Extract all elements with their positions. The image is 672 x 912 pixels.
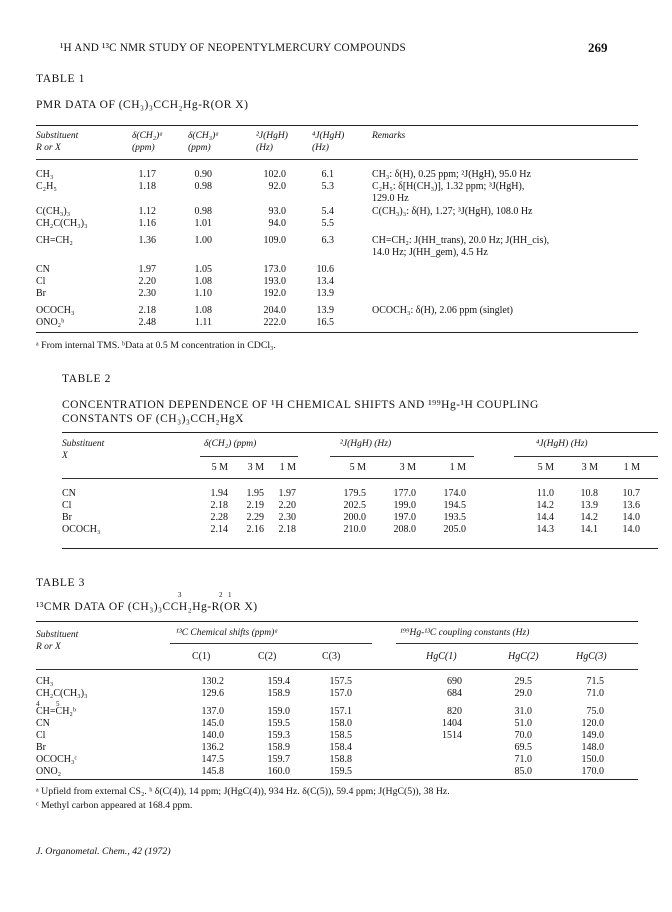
t3-cell-value: 160.0 <box>267 766 290 777</box>
t3-cell-value: 149.0 <box>581 730 604 741</box>
t1-cell-substituent: CH₃ <box>36 169 54 180</box>
t1-cell-j4: 13.9 <box>316 288 334 299</box>
t3-cell-value: 51.0 <box>514 718 532 729</box>
t1-h-remarks: Remarks <box>372 131 406 141</box>
t2-cell-substituent: CN <box>62 488 76 499</box>
t2-cell-value: 2.28 <box>210 512 228 523</box>
t3-cell-value: 71.0 <box>514 754 532 765</box>
t1-h-rorx: R or X <box>36 143 61 153</box>
t1-remark: OCOCH₃: δ(H), 2.06 ppm (singlet) <box>372 305 513 316</box>
t1-cell-dch3: 1.05 <box>194 264 212 275</box>
t1-cell-dch3: 1.11 <box>194 317 212 328</box>
t3-cell-value: 136.2 <box>201 742 224 753</box>
t1-cell-substituent: OCOCH₃ <box>36 305 75 316</box>
t1-cell-dch2: 2.18 <box>138 305 156 316</box>
t2-cell-value: 2.14 <box>210 524 228 535</box>
t1-cell-dch3: 0.98 <box>194 181 212 192</box>
t1-cell-j4: 10.6 <box>316 264 334 275</box>
t1-cell-dch3: 1.08 <box>194 276 212 287</box>
t2-cell-value: 10.7 <box>622 488 640 499</box>
t2-cell-value: 14.1 <box>580 524 598 535</box>
t3-cell-value: 129.6 <box>201 688 224 699</box>
t2-cell-value: 200.0 <box>343 512 366 523</box>
t2-cell-value: 205.0 <box>443 524 466 535</box>
t3-cell-value: 120.0 <box>581 718 604 729</box>
t2-h-conc: 3 M <box>247 462 264 473</box>
t2-h-conc: 1 M <box>449 462 466 473</box>
t3-cell-value: 159.7 <box>267 754 290 765</box>
t2-cell-substituent: OCOCH₃ <box>62 524 101 535</box>
t2-h-conc: 5 M <box>537 462 554 473</box>
t2-cell-value: 194.5 <box>443 500 466 511</box>
table2-bottom-rule <box>62 548 658 549</box>
t2-cell-value: 2.29 <box>246 512 264 523</box>
t3-cell-value: 158.0 <box>329 718 352 729</box>
t1-cell-j2: 173.0 <box>263 264 286 275</box>
t3-cell-substituent: ONO₂ <box>36 766 62 777</box>
table1-footnote: ᵃ From internal TMS. ᵇData at 0.5 M concentration in CDCl₃. <box>36 340 276 351</box>
t3-cell-substituent: Br <box>36 742 46 753</box>
t1-cell-j4: 16.5 <box>316 317 334 328</box>
t3-h-couplings: ¹⁹⁹Hg-¹³C coupling constants (Hz) <box>400 628 530 638</box>
t1-cell-substituent: C(CH₃)₃ <box>36 206 71 217</box>
t3-cell-value: 159.0 <box>267 706 290 717</box>
t2-cell-value: 199.0 <box>393 500 416 511</box>
t1-remark: 14.0 Hz; J(HH_gem), 4.5 Hz <box>372 247 488 258</box>
t1-cell-dch3: 1.00 <box>194 235 212 246</box>
t1-cell-substituent: CH₂C(CH₃)₃ <box>36 218 88 229</box>
t2-cell-value: 1.95 <box>246 488 264 499</box>
t2-cell-value: 14.2 <box>580 512 598 523</box>
t3-cell-value: 140.0 <box>201 730 224 741</box>
t1-cell-substituent: ONO₂ᵇ <box>36 317 65 328</box>
table3-label: TABLE 3 <box>36 577 85 589</box>
t1-cell-substituent: CN <box>36 264 50 275</box>
t3-cell-value: 85.0 <box>514 766 532 777</box>
t1-remark: C(CH₃)₃: δ(H), 1.27; ³J(HgH), 108.0 Hz <box>372 206 533 217</box>
t1-remark: CH₃: δ(H), 0.25 ppm; ²J(HgH), 95.0 Hz <box>372 169 531 180</box>
t3-cell-value: 29.0 <box>514 688 532 699</box>
t3-cell-value: 159.5 <box>329 766 352 777</box>
t3-h-col: HgC(1) <box>426 651 457 662</box>
t2-cell-value: 1.97 <box>278 488 296 499</box>
t1-h-hz2: (Hz) <box>312 143 329 153</box>
t2-cell-value: 2.30 <box>278 512 296 523</box>
t1-cell-j2: 93.0 <box>268 206 286 217</box>
t3-cell-substituent: CH₂C(CH₃)₃ <box>36 688 88 699</box>
t2-cell-value: 202.5 <box>343 500 366 511</box>
t3-cell-substituent: OCOCH₃ᶜ <box>36 754 78 765</box>
t2-cell-value: 13.6 <box>622 500 640 511</box>
t1-cell-dch2: 2.20 <box>138 276 156 287</box>
t1-cell-dch2: 1.17 <box>138 169 156 180</box>
t3-h-rorx: R or X <box>36 642 61 652</box>
t1-cell-j4: 5.4 <box>321 206 334 217</box>
t3-cell-substituent: Cl <box>36 730 46 741</box>
t2-cell-value: 13.9 <box>580 500 598 511</box>
t3-cell-value: 75.0 <box>586 706 604 717</box>
t3-cell-value: 159.4 <box>267 676 290 687</box>
t2-cell-value: 197.0 <box>393 512 416 523</box>
t1-cell-dch2: 2.48 <box>138 317 156 328</box>
t2-cell-value: 14.2 <box>536 500 554 511</box>
t2-cell-value: 208.0 <box>393 524 416 535</box>
journal-citation: J. Organometal. Chem., 42 (1972) <box>36 846 171 857</box>
table2-title-line1: CONCENTRATION DEPENDENCE OF ¹H CHEMICAL SHIFTS AND ¹⁹⁹Hg-¹H COUPLING <box>62 399 539 411</box>
t1-cell-dch2: 1.12 <box>138 206 156 217</box>
t1-remark: CH=CH₂: J(HH_trans), 20.0 Hz; J(HH_cis), <box>372 235 550 246</box>
t1-cell-j4: 13.9 <box>316 305 334 316</box>
t1-cell-j2: 204.0 <box>263 305 286 316</box>
t2-cell-value: 179.5 <box>343 488 366 499</box>
t1-h-substituent: Substituent <box>36 131 79 141</box>
t3-cell-value: 1404 <box>442 718 462 729</box>
t2-h-x: X <box>62 451 68 461</box>
t3-cell-value: 684 <box>447 688 462 699</box>
t2-h-conc: 3 M <box>581 462 598 473</box>
t3-cell-value: 158.5 <box>329 730 352 741</box>
table1-top-rule <box>36 125 638 126</box>
table2-header-rule <box>62 478 658 479</box>
t3-cell-value: 147.5 <box>201 754 224 765</box>
t2-cell-value: 174.0 <box>443 488 466 499</box>
t3-cell-value: 158.9 <box>267 688 290 699</box>
t2-group-rule <box>200 456 298 457</box>
t2-h-j2: ²J(HgH) (Hz) <box>340 439 392 449</box>
t1-cell-j2: 193.0 <box>263 276 286 287</box>
t3-cell-value: 145.0 <box>201 718 224 729</box>
t1-cell-dch3: 1.01 <box>194 218 212 229</box>
t3-subnum-5: 5 <box>56 700 60 708</box>
t1-h-j4: ⁴J(HgH) <box>312 131 345 141</box>
t3-cell-value: 157.0 <box>329 688 352 699</box>
t3-num-2: 2 <box>219 591 223 599</box>
t2-group-rule <box>330 456 474 457</box>
t3-num-3: 3 <box>178 591 182 599</box>
table1-header-rule <box>36 159 638 160</box>
t3-cell-value: 29.5 <box>514 676 532 687</box>
t1-cell-dch2: 1.36 <box>138 235 156 246</box>
t2-h-conc: 3 M <box>399 462 416 473</box>
t3-cell-value: 690 <box>447 676 462 687</box>
t1-cell-dch2: 1.97 <box>138 264 156 275</box>
t2-h-dch2: δ(CH₂) (ppm) <box>204 439 257 449</box>
t2-cell-value: 2.18 <box>278 524 296 535</box>
t1-cell-j4: 6.1 <box>321 169 334 180</box>
t1-cell-j4: 5.5 <box>321 218 334 229</box>
t1-cell-j2: 102.0 <box>263 169 286 180</box>
t2-group-rule <box>514 456 658 457</box>
t1-remark: 129.0 Hz <box>372 193 409 204</box>
t1-h-dch3: δ(CH₃)ᵃ <box>188 131 220 141</box>
t2-cell-value: 14.0 <box>622 512 640 523</box>
table1-label: TABLE 1 <box>36 73 85 85</box>
t3-cell-value: 70.0 <box>514 730 532 741</box>
table2-title-line2: CONSTANTS OF (CH₃)₃CCH₂HgX <box>62 413 244 425</box>
t3-cell-value: 71.0 <box>586 688 604 699</box>
t2-cell-substituent: Cl <box>62 500 72 511</box>
t1-h-ppm2: (ppm) <box>188 143 211 153</box>
t3-cell-value: 69.5 <box>514 742 532 753</box>
t3-cell-value: 820 <box>447 706 462 717</box>
t1-cell-j2: 109.0 <box>263 235 286 246</box>
t1-cell-dch2: 1.16 <box>138 218 156 229</box>
t3-cell-value: 170.0 <box>581 766 604 777</box>
t1-h-dch2: δ(CH₂)ᵃ <box>132 131 164 141</box>
t3-h-col: C(2) <box>258 651 277 662</box>
t2-cell-value: 2.19 <box>246 500 264 511</box>
t3-cell-value: 159.5 <box>267 718 290 729</box>
t2-cell-value: 11.0 <box>536 488 554 499</box>
t3-group-rule <box>170 643 372 644</box>
t3-cell-value: 150.0 <box>581 754 604 765</box>
t2-cell-substituent: Br <box>62 512 72 523</box>
page-number: 269 <box>588 40 608 55</box>
table3-title: ¹³CMR DATA OF (CH₃)₃CCH₂Hg-R(OR X) <box>36 601 258 613</box>
t3-cell-substituent: CH₃ <box>36 676 54 687</box>
t3-h-col: C(3) <box>322 651 341 662</box>
table3-header-rule <box>36 669 638 670</box>
table2-top-rule <box>62 432 658 433</box>
t2-cell-value: 14.4 <box>536 512 554 523</box>
t3-h-substituent: Substituent <box>36 630 79 640</box>
running-title: ¹H AND ¹³C NMR STUDY OF NEOPENTYLMERCURY COMPOUNDS <box>60 42 406 54</box>
t3-subnum-4: 4 <box>36 700 40 708</box>
t1-remark: C₂H₅: δ[H(CH₃)], 1.32 ppm; ³J(HgH), <box>372 181 525 192</box>
t2-cell-value: 2.20 <box>278 500 296 511</box>
t3-cell-value: 148.0 <box>581 742 604 753</box>
t3-num-1: 1 <box>228 591 232 599</box>
t3-cell-value: 137.0 <box>201 706 224 717</box>
t2-h-conc: 1 M <box>279 462 296 473</box>
t1-cell-substituent: Br <box>36 288 46 299</box>
t3-cell-substituent: CH=CH₂ᵇ <box>36 706 77 717</box>
t1-cell-substituent: CH=CH₂ <box>36 235 73 246</box>
t2-cell-value: 193.5 <box>443 512 466 523</box>
t3-group-rule <box>396 643 638 644</box>
t3-cell-value: 1514 <box>442 730 462 741</box>
t3-h-shifts: ¹³C Chemical shifts (ppm)ᵃ <box>176 628 279 638</box>
t2-cell-value: 2.18 <box>210 500 228 511</box>
t3-cell-value: 158.4 <box>329 742 352 753</box>
table2-label: TABLE 2 <box>62 373 111 385</box>
t1-h-j2: ²J(HgH) <box>256 131 288 141</box>
t2-h-substituent: Substituent <box>62 439 105 449</box>
t3-cell-value: 145.8 <box>201 766 224 777</box>
t2-cell-value: 14.0 <box>622 524 640 535</box>
t1-h-hz1: (Hz) <box>256 143 273 153</box>
t3-h-col: C(1) <box>192 651 211 662</box>
t3-cell-value: 159.3 <box>267 730 290 741</box>
t2-h-j4: ⁴J(HgH) (Hz) <box>536 439 588 449</box>
t2-h-conc: 5 M <box>211 462 228 473</box>
table3-footnote-a: ᵃ Upfield from external CS₂. ᵇ δ(C(4)), 14 ppm; J(HgC(4)), 934 Hz. δ(C(5)), 59.4 ppm; J(HgC(5)), 38 Hz. <box>36 786 450 797</box>
t1-cell-j2: 94.0 <box>268 218 286 229</box>
t3-cell-value: 158.8 <box>329 754 352 765</box>
t2-cell-value: 10.8 <box>580 488 598 499</box>
t2-cell-value: 2.16 <box>246 524 264 535</box>
t1-cell-j2: 222.0 <box>263 317 286 328</box>
t1-cell-j2: 92.0 <box>268 181 286 192</box>
t3-cell-value: 157.5 <box>329 676 352 687</box>
t1-cell-dch2: 2.30 <box>138 288 156 299</box>
t3-h-col: HgC(2) <box>508 651 539 662</box>
t2-h-conc: 1 M <box>623 462 640 473</box>
t1-cell-dch2: 1.18 <box>138 181 156 192</box>
t1-cell-j4: 6.3 <box>321 235 334 246</box>
table1-title: PMR DATA OF (CH₃)₃CCH₂Hg-R(OR X) <box>36 99 249 111</box>
t3-cell-substituent: CN <box>36 718 50 729</box>
t2-h-conc: 5 M <box>349 462 366 473</box>
t1-cell-j4: 5.3 <box>321 181 334 192</box>
t1-cell-substituent: C₂H₅ <box>36 181 57 192</box>
table3-bottom-rule <box>36 779 638 780</box>
table3-top-rule <box>36 621 638 622</box>
t3-cell-value: 31.0 <box>514 706 532 717</box>
t1-cell-dch3: 0.98 <box>194 206 212 217</box>
t2-cell-value: 1.94 <box>210 488 228 499</box>
t3-h-col: HgC(3) <box>576 651 607 662</box>
t1-cell-substituent: Cl <box>36 276 46 287</box>
table3-footnote-c: ᶜ Methyl carbon appeared at 168.4 ppm. <box>36 800 193 811</box>
t3-cell-value: 158.9 <box>267 742 290 753</box>
t1-h-ppm1: (ppm) <box>132 143 155 153</box>
t1-cell-j4: 13.4 <box>316 276 334 287</box>
t1-cell-dch3: 1.08 <box>194 305 212 316</box>
t1-cell-j2: 192.0 <box>263 288 286 299</box>
t1-cell-dch3: 0.90 <box>194 169 212 180</box>
t2-cell-value: 177.0 <box>393 488 416 499</box>
t2-cell-value: 210.0 <box>343 524 366 535</box>
t2-cell-value: 14.3 <box>536 524 554 535</box>
table1-bottom-rule <box>36 332 638 333</box>
t1-cell-dch3: 1.10 <box>194 288 212 299</box>
t3-cell-value: 157.1 <box>329 706 352 717</box>
t3-cell-value: 130.2 <box>201 676 224 687</box>
t3-cell-value: 71.5 <box>586 676 604 687</box>
